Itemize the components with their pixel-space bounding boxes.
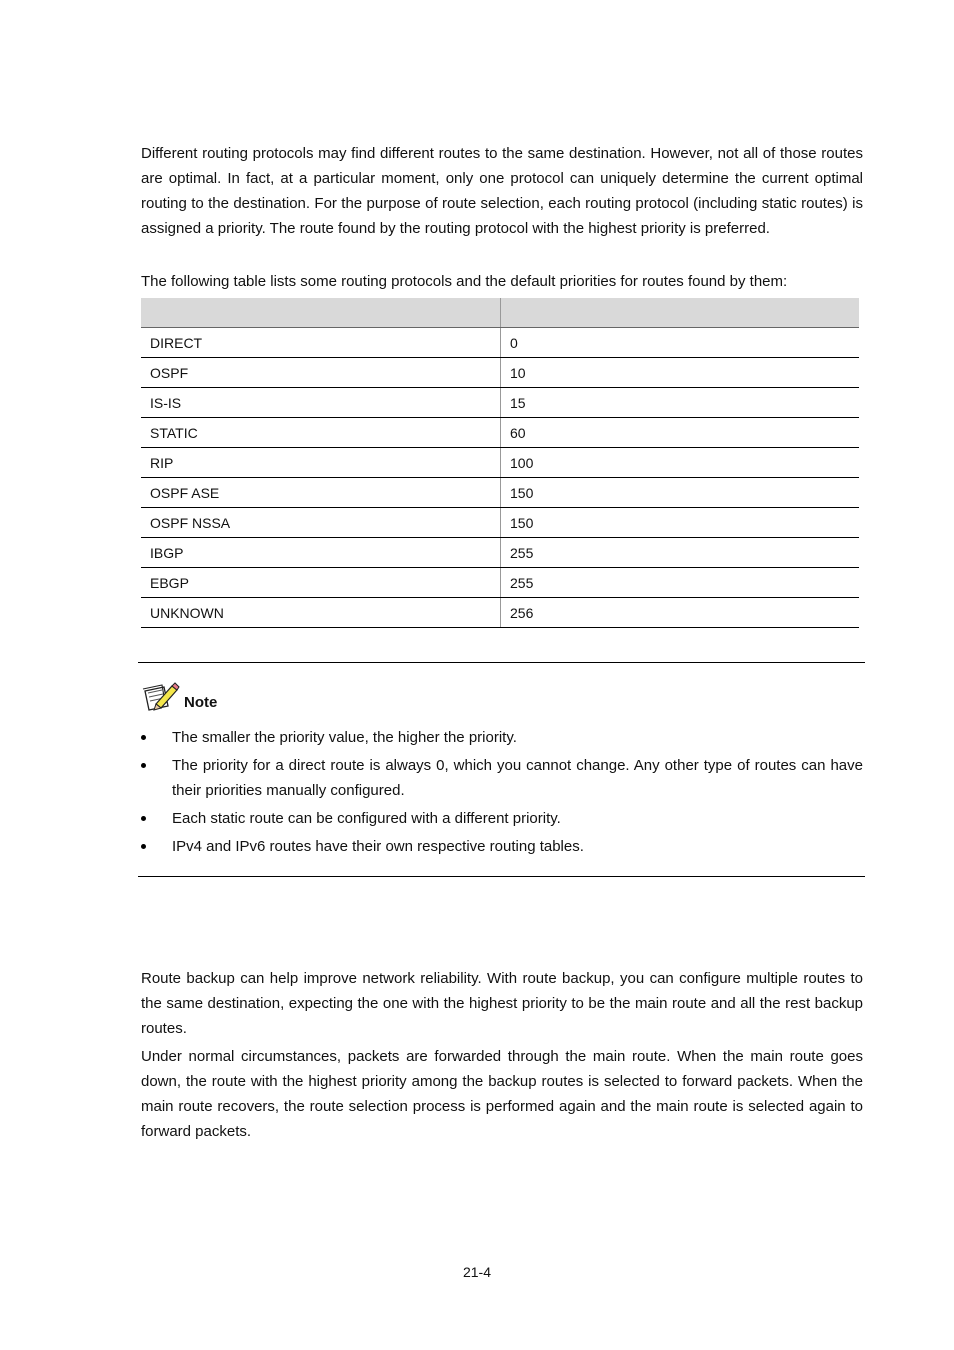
table-cell-priority: 60: [501, 418, 860, 448]
table-header-protocol: [141, 298, 501, 328]
list-item: [141, 753, 863, 803]
page-number: 21-4: [462, 1264, 492, 1280]
table-row: [141, 508, 859, 538]
table-cell-protocol: STATIC: [141, 418, 501, 448]
table-row: [141, 568, 859, 598]
table-cell-protocol: OSPF ASE: [141, 478, 501, 508]
note-top-divider: [138, 662, 865, 663]
table-cell-priority: 150: [501, 508, 860, 538]
table-header-row: [141, 298, 859, 328]
bullet-dot-icon: [141, 844, 146, 849]
bullet-dot-icon: [141, 763, 146, 768]
bullet-dot-icon: [141, 735, 146, 740]
route-priority-table: [141, 298, 859, 628]
table-cell-priority: 150: [501, 478, 860, 508]
table-row: [141, 388, 859, 418]
table-cell-protocol: DIRECT: [141, 328, 501, 358]
table-row: [141, 418, 859, 448]
table-cell-protocol: UNKNOWN: [141, 598, 501, 628]
list-item: [141, 725, 863, 750]
table-row: [141, 328, 859, 358]
table-row: [141, 478, 859, 508]
list-item-text: The smaller the priority value, the higher the priority.: [172, 729, 517, 746]
list-item-text: The priority for a direct route is always 0, which you cannot change. Any other type of routes can have their priorities manually configured.: [172, 757, 863, 799]
table-row: [141, 358, 859, 388]
note-label: Note: [184, 694, 218, 711]
note-pencil-icon: [142, 682, 180, 712]
table-row: [141, 538, 859, 568]
note-header: [142, 680, 217, 712]
note-bullet-list: [141, 725, 863, 862]
table-cell-protocol: OSPF NSSA: [141, 508, 501, 538]
note-bottom-divider: [138, 876, 865, 877]
intro-paragraph: Different routing protocols may find different routes to the same destination. However, not all of those routes are optimal. In fact, at a particular moment, only one protocol can uniquely determine the current optimal routing to the destination. For the purpose of route selection, each routing protocol (including static routes) is assigned a priority. The route found by the routing protocol with the highest priority is preferred.: [141, 145, 863, 237]
table-row: [141, 448, 859, 478]
table-cell-priority: 10: [501, 358, 860, 388]
list-item-text: Each static route can be configured with a different priority.: [172, 810, 561, 827]
table-cell-priority: 256: [501, 598, 860, 628]
list-item: [141, 834, 863, 859]
table-intro-paragraph: The following table lists some routing protocols and the default priorities for routes found by them:: [141, 273, 788, 290]
list-item: [141, 806, 863, 831]
table-cell-protocol: EBGP: [141, 568, 501, 598]
table-cell-priority: 255: [501, 538, 860, 568]
table-header-priority: [501, 298, 860, 328]
table-cell-protocol: IS-IS: [141, 388, 501, 418]
table-cell-priority: 255: [501, 568, 860, 598]
table-cell-protocol: OSPF: [141, 358, 501, 388]
table-row: [141, 598, 859, 628]
table-cell-priority: 0: [501, 328, 860, 358]
main-route-paragraph: Under normal circumstances, packets are forwarded through the main route. When the main route goes down, the route with the highest priority among the backup routes is selected to forward packets. When the main route recovers, the route selection process is performed again and the main route is selected again to forward packets.: [141, 1048, 863, 1140]
table-cell-protocol: IBGP: [141, 538, 501, 568]
route-backup-paragraph: Route backup can help improve network reliability. With route backup, you can configure multiple routes to the same destination, expecting the one with the highest priority to be the main route and all the rest backup routes.: [141, 970, 863, 1037]
table-cell-priority: 100: [501, 448, 860, 478]
table-cell-priority: 15: [501, 388, 860, 418]
table-cell-protocol: RIP: [141, 448, 501, 478]
list-item-text: IPv4 and IPv6 routes have their own respective routing tables.: [172, 838, 584, 855]
bullet-dot-icon: [141, 816, 146, 821]
